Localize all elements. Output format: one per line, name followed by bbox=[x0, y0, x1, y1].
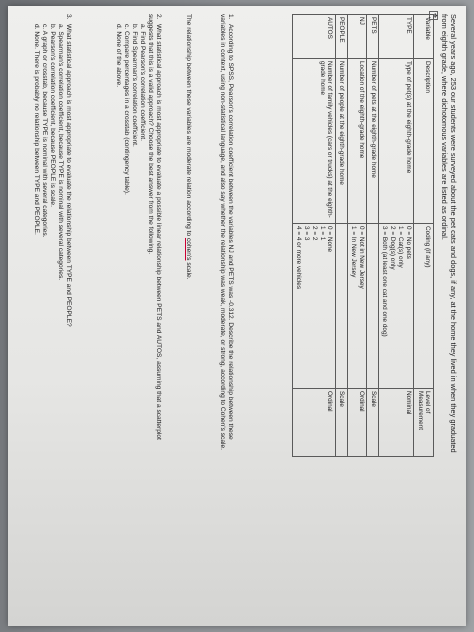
table-row bbox=[292, 15, 335, 457]
coding-line: 0 = No pets bbox=[404, 226, 412, 259]
option-c[interactable]: c. A graph or crosstab, because TYPE is nominal with several categories. bbox=[40, 24, 48, 238]
cell-coding bbox=[347, 224, 367, 389]
table-move-handle-icon[interactable]: ✥ bbox=[431, 12, 437, 19]
cell-coding bbox=[335, 224, 347, 389]
coding-line: 0 = None bbox=[326, 226, 334, 253]
answer-text: The relationship between these variables are moderate relation according to bbox=[185, 14, 192, 238]
table-row bbox=[379, 15, 414, 457]
question-2 bbox=[114, 14, 162, 454]
spellcheck-word: cohen's bbox=[185, 237, 192, 261]
table-row bbox=[335, 15, 347, 457]
header-level: Level of Measurement bbox=[414, 389, 434, 457]
question-1-answer[interactable] bbox=[184, 14, 192, 454]
option-d[interactable]: d. None. There is probably no relationship between TYPE and PEOPLE. bbox=[32, 24, 40, 235]
cell-description: Number of people at the eighth-grade home bbox=[335, 59, 347, 224]
coding-line: 2 = 2 bbox=[310, 226, 318, 241]
header-description: Description bbox=[414, 59, 434, 224]
paper-sheet bbox=[8, 6, 466, 626]
cell-level: Scale bbox=[335, 389, 347, 457]
option-b[interactable]: b. Find Spearman's correlation coefficient. bbox=[130, 24, 138, 147]
coding-line: 3 = Both (at least one cat and one dog) bbox=[381, 226, 389, 337]
question-text: What statistical approach is most appropriate to evaluate the relationship between TYPE and PEOPLE? bbox=[65, 24, 72, 327]
cell-description: Number of pets at the eighth-grade home bbox=[367, 59, 379, 224]
cell-coding bbox=[379, 224, 414, 389]
question-text: What statistical approach is most appropriate to evaluate a possible linear relationship between PETS and AUTOS, assuming that a scatterplot suggests that this is a valid approach? Choose the best answer from the following. bbox=[146, 14, 162, 440]
cell-variable: PETS bbox=[367, 15, 379, 59]
table-header-row bbox=[414, 15, 434, 457]
answer-text-end: scale. bbox=[185, 260, 192, 280]
coding-line: 1 = Cat(s) only bbox=[397, 226, 405, 268]
cell-variable: PEOPLE bbox=[335, 15, 347, 59]
cell-level: Ordinal bbox=[292, 389, 335, 457]
coding-line: 3 = 3 bbox=[302, 226, 310, 241]
coding-line: 0 = Not in New Jersey bbox=[357, 226, 365, 289]
table-row bbox=[367, 15, 379, 457]
cell-coding bbox=[292, 224, 335, 389]
cell-variable: TYPE bbox=[379, 15, 414, 59]
question-3 bbox=[32, 14, 72, 454]
cell-description: Type of pet(s) at the eighth-grade home bbox=[379, 59, 414, 224]
question-number: 1. bbox=[227, 14, 234, 20]
header-coding: Coding (if any) bbox=[414, 224, 434, 389]
cell-coding bbox=[367, 224, 379, 389]
coding-line: 1 = In New Jersey bbox=[350, 226, 357, 278]
question-number: 3. bbox=[65, 14, 72, 20]
cell-level: Scale bbox=[367, 389, 379, 457]
coding-line: 1 = 1 bbox=[318, 226, 326, 241]
question-1 bbox=[218, 14, 234, 454]
coding-line: 2 = Dog(s) only bbox=[389, 226, 397, 270]
cell-level: Nominal bbox=[379, 389, 414, 457]
cell-description: Location of the eighth-grade home bbox=[347, 59, 367, 224]
option-b[interactable]: b. Pearson's correlation coefficient, because PEOPLE is scale. bbox=[48, 24, 56, 207]
cell-variable: AUTOS bbox=[292, 15, 335, 59]
question-text: According to SPSS, Pearson's correlation coefficient between the variables NJ and PETS was -0.312. Describe the relationship between these variables in context, using non-statistical language, and also say whether the relationship was weak, moderate, or strong, according to Cohen's scale. bbox=[218, 14, 234, 450]
rotated-document bbox=[14, 12, 460, 612]
coding-line: 4 = 4 or more vehicles bbox=[295, 226, 303, 290]
table-row bbox=[347, 15, 367, 457]
option-c[interactable]: c. Compare percentages in a crosstab (contingency table). bbox=[122, 24, 130, 195]
intro-paragraph: Several years ago, 253 our students were surveyed about the pet cats and dogs, if any, at the home they lived in when they graduated from eighth grade, where dichotomous variables are listed as ordinal. bbox=[439, 14, 458, 453]
option-d[interactable]: d. None of the above. bbox=[114, 24, 122, 88]
header-variable: Variable bbox=[414, 15, 434, 59]
cell-description: Number of family vehicles (cars or trucks) at the eighth-grade home bbox=[292, 59, 335, 224]
variables-table bbox=[292, 14, 434, 457]
question-number: 2. bbox=[155, 14, 162, 20]
cell-level: Ordinal bbox=[347, 389, 367, 457]
option-a[interactable]: a. Find Pearson's correlation coefficient. bbox=[138, 24, 146, 141]
cell-variable: NJ bbox=[347, 15, 367, 59]
option-a[interactable]: a. Spearman's correlation coefficient, because TYPE is nominal with several categories. bbox=[56, 24, 64, 281]
